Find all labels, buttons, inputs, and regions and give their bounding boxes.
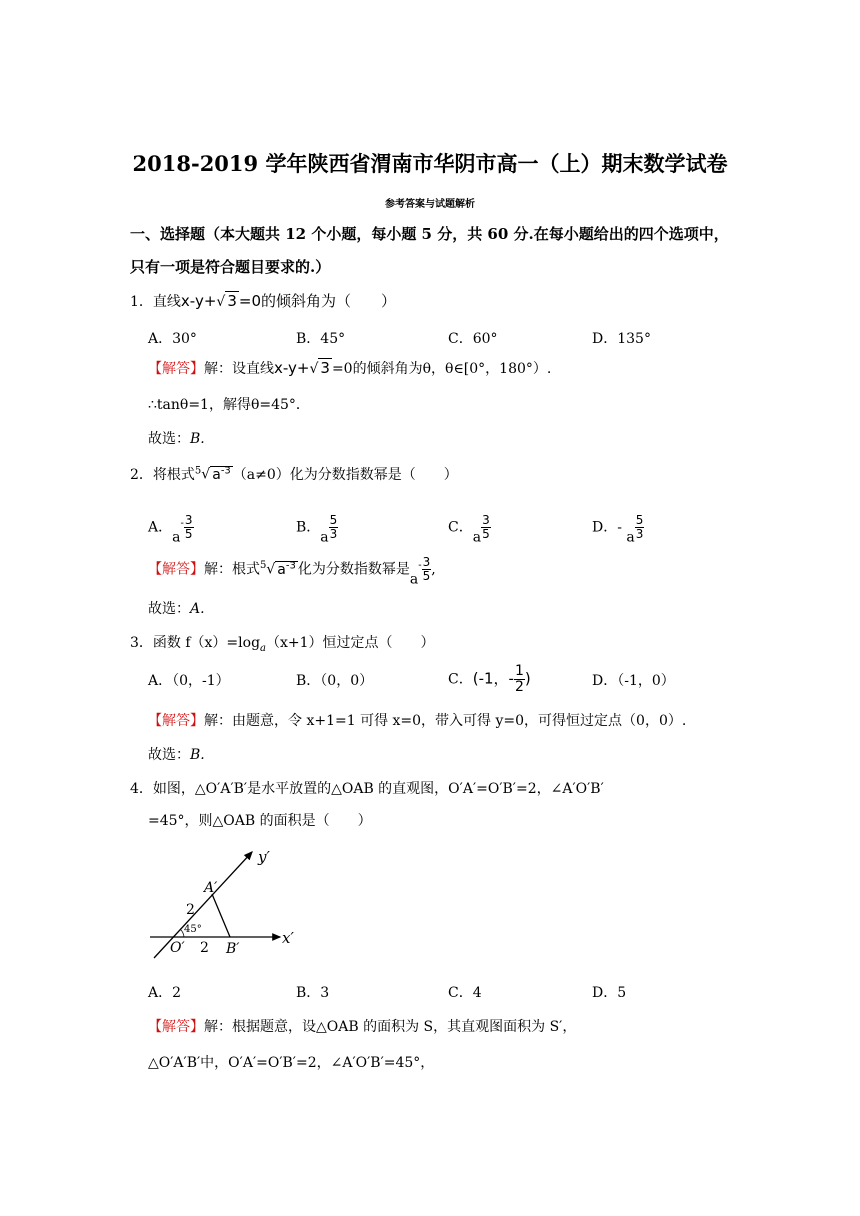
question-4-stem-line2: =45°，则△OAB 的面积是（ ） [148, 813, 372, 829]
q1-answer-line2: ∴tanθ=1，解得θ=45°． [148, 397, 310, 413]
question-4-stem-line1: 4．如图，△O′A′B′是水平放置的△OAB 的直观图，O′A′=O′B′=2，∠A′O′B′ [130, 781, 604, 797]
q1-option-d: D．135° [592, 331, 651, 347]
question-1-stem: 1．直线x-y+√ 3 =0的倾斜角为（ ） [130, 292, 396, 310]
q1-option-a: A．30° [148, 331, 197, 347]
label-b: B′ [226, 941, 240, 957]
q2-option-c: C．a $\frac{3}{5}$ [448, 513, 490, 546]
q3-option-a: A．（0，-1） [148, 673, 230, 689]
question-3-stem: 3．函数 $f(x)=\log_a(x+1)$恒过定点（ ） [130, 635, 435, 654]
page-title: 2018-2019 学年陕西省渭南市华阴市高一（上）期末数学试卷 [132, 151, 728, 176]
q1-option-c: C．60° [448, 331, 498, 347]
q3-option-b: B．（0，0） [296, 673, 374, 689]
q2-option-a: A．a- $\frac{3}{5}$ [148, 513, 193, 546]
q4-option-b: B．3 [296, 985, 330, 1001]
label-y: y′ [258, 848, 270, 866]
q3-option-d: D．（-1，0） [592, 673, 675, 689]
label-x: x′ [282, 929, 294, 947]
q3-choice: 故选：B. [148, 747, 205, 763]
sqrt-symbol: √ 3 [216, 292, 237, 310]
segment-ab [212, 894, 230, 937]
section-heading: 一、选择题（本大题共 12 个小题，每小题 5 分，共 60 分.在每小题给出的四个选项中，只有一项是符合题目要求的.） [130, 225, 729, 276]
label-a: A′ [204, 880, 218, 896]
q2-option-d: D．- a $\frac{5}{3}$ [592, 513, 644, 546]
oblique-drawing-figure [140, 840, 310, 965]
q4-option-c: C．4 [448, 985, 482, 1001]
answer-tag: 【解答】 [148, 713, 204, 729]
q1-option-b: B．45° [296, 331, 346, 347]
q4-answer: 【解答】解：根据题意，设△OAB 的面积为 S，其直观图面积为 S′， [148, 1019, 577, 1035]
q1-choice: 故选：B. [148, 431, 205, 447]
q4-figure [140, 840, 310, 969]
q2-choice: 故选：A. [148, 601, 205, 617]
q2-option-b: B．a $\frac{5}{3}$ [296, 513, 338, 546]
label-length-oa: 2 [186, 902, 195, 918]
q1-answer: 【解答】解：设直线x-y+√ 3 =0的倾斜角为θ，θ∈[0°，180°）. [148, 359, 552, 377]
q3-option-c: C．(-1，- $\frac{1}{2}$ ) [448, 663, 531, 695]
answer-tag: 【解答】 [148, 361, 204, 377]
q3-answer: 【解答】解：由题意，令 x+1=1 可得 x=0，带入可得 y=0，可得恒过定点（0，0）. [148, 713, 687, 729]
label-length-ob: 2 [200, 940, 209, 956]
label-angle: 45° [184, 924, 202, 935]
answer-tag: 【解答】 [148, 1019, 204, 1035]
q4-option-a: A．2 [148, 985, 182, 1001]
q4-option-d: D．5 [592, 985, 627, 1001]
question-2-stem: 2．将根式$^5$√ $a^{-3}$ （a≠0）化为分数指数幂是（ ） [130, 465, 458, 483]
label-o: O′ [170, 940, 185, 956]
answer-tag: 【解答】 [148, 561, 204, 578]
q2-answer: 【解答】解：根式$^5$√ $a^{-3}$ 化为分数指数幂是a- $\frac{3}{5}$ , [148, 555, 436, 588]
page-subtitle: 参考答案与试题解析 [385, 199, 475, 210]
q4-answer-line2: △O′A′B′中，O′A′=O′B′=2，∠A′O′B′=45°， [148, 1055, 435, 1071]
